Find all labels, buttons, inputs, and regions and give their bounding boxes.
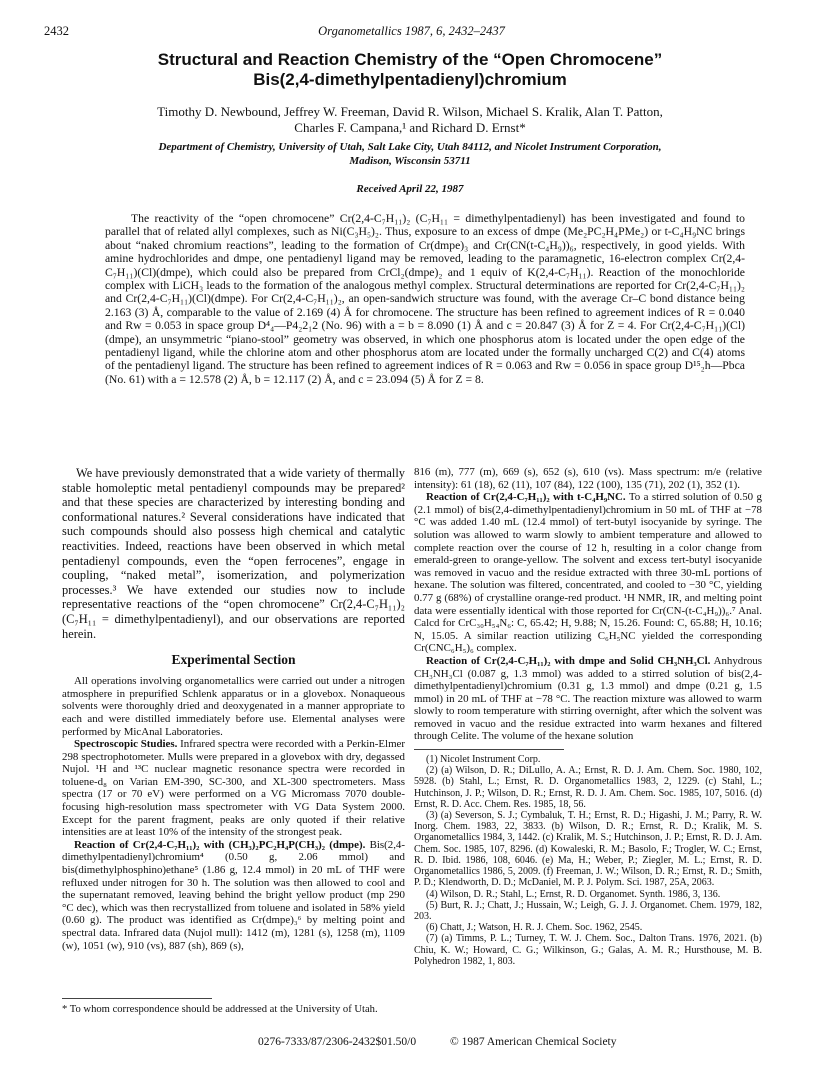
dmpe-reaction-heading: Reaction of Cr(2,4-C₇H₁₁)₂ with (CH₃)₂PC₂H₄P(CH₃)₂ (dmpe). <box>74 838 366 851</box>
footnote-rule <box>62 998 212 999</box>
amine-reaction-heading: Reaction of Cr(2,4-C₇H₁₁)₂ with dmpe and Solid CH₃NH₃Cl. <box>426 654 711 667</box>
affiliation-line-1: Department of Chemistry, University of Utah, Salt Lake City, Utah 84112, and Nicolet Instrument Corporation, <box>158 141 662 153</box>
isocyanide-reaction-heading: Reaction of Cr(2,4-C₇H₁₁)₂ with t-C₄H₉NC. <box>426 491 626 504</box>
title-line-2: Bis(2,4-dimethylpentadienyl)chromium <box>253 70 567 89</box>
references-rule <box>414 749 564 750</box>
isocyanide-reaction-paragraph <box>414 491 762 655</box>
dmpe-reaction-paragraph <box>62 839 405 952</box>
authors-line-2: Charles F. Campana,¹ and Richard D. Ernst* <box>294 120 526 135</box>
reference-item: (5) Burt, R. J.; Chatt, J.; Hussain, W.; Leigh, G. J. J. Organomet. Chem. 1979, 182, 203. <box>414 899 762 922</box>
article-title <box>40 50 780 90</box>
abstract: The reactivity of the “open chromocene” Cr(2,4-C₇H₁₁)₂ (C₇H₁₁ = dimethylpentadienyl) has been investigated and found to parallel that of related allyl complexes, such as Ni(C₃H₅)₂. Thus, exposure to an excess of dmpe (Me₂PC₂H₄PMe₂) or t-C₄H₉NC brings about “naked chromium reactions”, leading to the formation of Cr(dmpe)₃ and Cr(CN(t-C₄H₉))₆, respectively, in good yields. With amine hydrochlorides and dmpe, one pentadienyl ligand may be removed, leading to the paramagnetic, 16-electron complex Cr(2,4-C₇H₁₁)(Cl)(dmpe), which could also be prepared from CrCl₂(dmpe)₂ and 1 equiv of K(2,4-C₇H₁₁). Reaction of the monochloride complex with LiCH₃ leads to the formation of the analogous methyl complex. Structural determinations are reported for Cr(2,4-C₇H₁₁)₂ and Cr(2,4-C₇H₁₁)(Cl)(dmpe). For Cr(2,4-C₇H₁₁)₂, an open-sandwich structure was found, with the average Cr–C bond distance being 2.163 (3) Å, comparable to the value of 2.169 (4) Å for chromocene. The structure has been refined to agreement indices of R = 0.040 and Rw = 0.053 in space group D⁴₄—P4₂2₁2 (No. 96) with a = b = 8.090 (1) Å and c = 20.847 (3) Å for Z = 4. For Cr(2,4-C₇H₁₁)(Cl)(dmpe), an unsymmetric “piano-stool” geometry was observed, in which one phosphorus atom is located under the open edge of the pentadienyl ligand, while the chlorine atom and other phosphorus atom are located under the formally uncharged C(2) and C(4) atoms of the pentadienyl ligand. The structure has been refined to agreement indices of R = 0.063 and Rw = 0.056 in space group D¹⁵₂h—Pbca (No. 61) with a = 12.578 (2) Å, b = 12.117 (2) Å, and c = 23.094 (5) Å for Z = 8. <box>105 212 745 386</box>
page-number: 2432 <box>44 24 69 38</box>
reference-list <box>414 754 762 967</box>
left-column <box>62 466 405 952</box>
amine-reaction-paragraph <box>414 655 762 743</box>
authors-line-1: Timothy D. Newbound, Jeffrey W. Freeman, David R. Wilson, Michael S. Kralik, Alan T. Patton, <box>157 104 663 119</box>
right-column <box>414 466 762 967</box>
section-heading: Experimental Section <box>171 652 296 668</box>
isocyanide-reaction-text: To a stirred solution of 0.50 g (2.1 mmol) of bis(2,4-dimethylpentadienyl)chromium in 50 mL of THF at −78 °C was added 1.40 mL (12.4 mmol) of tert-butyl isocyanide by syringe. The solution was allowed to warm slowly to ambient temperature and allowed to complete reaction over the course of 12 h, resulting in a color change from emerald-green to orange-yellow. The solvent and excess tert-butyl isocyanide was removed in vacuo and the residue extracted with three 30-mL portions of hexane. The solution was filtered, concentrated, and cooled to −30 °C, yielding 0.77 g (68%) of crystalline orange-red product. ¹H NMR, IR, and melting point data were essentially identical with those reported for Cr(CN-(t-C₄H₉))₆.⁷ Anal. Calcd for CrC₃₀H₅₄N₆: C, 65.42; H, 9.88; N, 15.26. Found: C, 65.88; H, 10.16; N, 15.05. A similar reaction utilizing C₆H₅NC yielded the corresponding Cr(CNC₆H₅)₆ complex. <box>414 491 762 655</box>
dmpe-reaction-continued: 816 (m), 777 (m), 669 (s), 652 (s), 610 (vs). Mass spectrum: m/e (relative intensity): 61 (18), 62 (11), 107 (84), 122 (100), 135 (71), 202 (1), 352 (1). <box>414 466 762 491</box>
reference-item: (3) (a) Severson, S. J.; Cymbaluk, T. H.; Ernst, R. D.; Higashi, J. M.; Parry, R. W. Inorg. Chem. 1983, 22, 3833. (b) Wilson, D. R.; Ernst, R. D.; Kralik, M. S. Organometallics 1984, 3, 1442. (c) Kralik, M. S.; Hutchinson, J. P.; Ernst, R. D. J. Am. Chem. Soc. 1985, 107, 8296. (d) Kowaleski, R. M.; Basolo, F.; Trogler, W. C.; Ernst, R. D. Ibid. 1986, 108, 6046. (e) Ma, H.; Weber, P.; Ziegler, M. L.; Ernst, R. D. Organometallics 1986, 5, 2009. (f) Freeman, J. W.; Wilson, D. R.; Ernst, R. D.; Smith, P. D.; Klendworth, D. D.; McDaniel, M. P. J. Polym. Sci. 1987, 25A, 2063. <box>414 810 762 889</box>
article-code: 0276-7333/87/2306-2432$01.50/0 <box>258 1036 417 1048</box>
reference-item: (2) (a) Wilson, D. R.; DiLullo, A. A.; Ernst, R. D. J. Am. Chem. Soc. 1980, 102, 5928. (b) Stahl, L.; Ernst, R. D. Organometallics 1983, 2, 1229. (c) Stahl, L.; Hutchinson, J. P.; Wilson, D. R.; Ernst, R. D. J. Am. Chem. Soc. 1985, 107, 5016. (d) Ernst, R. D. Acc. Chem. Res. 1985, 18, 56. <box>414 765 762 810</box>
spectroscopy-heading: Spectroscopic Studies. <box>74 738 178 751</box>
spectroscopy-text: Infrared spectra were recorded with a Perkin-Elmer 298 spectrophotometer. Mulls were prepared in a glovebox with dry, degassed Nujol. ¹H and ¹³C nuclear magnetic resonance spectra were recorded in toluene-d₈ on Varian EM-390, SC-300, and XL-300 spectrometers. Mass spectra (17 or 70 eV) were performed on a VG Micromass 7070 double-focusing high-resolution mass spectrometer with VG Data System 2000. Except for the parent fragment, peaks are only quoted if their relative intensities are at least 10% of the intensity of the strongest peak. <box>62 738 406 839</box>
affiliation-line-2: Madison, Wisconsin 53711 <box>349 155 471 167</box>
author-list <box>60 104 760 136</box>
spectroscopy-paragraph <box>62 738 405 839</box>
journal-citation: Organometallics 1987, 6, 2432–2437 <box>318 24 505 38</box>
reference-item: (6) Chatt, J.; Watson, H. R. J. Chem. Soc. 1962, 2545. <box>426 922 643 934</box>
running-header <box>44 24 779 40</box>
reference-item: (4) Wilson, D. R.; Stahl, L.; Ernst, R. D. Organomet. Synth. 1986, 3, 136. <box>426 888 721 900</box>
intro-paragraph: We have previously demonstrated that a wide variety of thermally stable homoleptic metal pentadienyl compounds may be prepared² and that these species are characterized by interesting bonding and conformational natures.² Several considerations have indicated that such compounds should also possess high chemical and catalytic reactivities. Indeed, reactions have been observed in which metal pentadienyl compounds, even the “open ferrocenes”, engage in coupling, “naked metal”, isomerization, and polymerization processes.³ We have extended our studies now to include representative reactions of the “open chromocene” Cr(2,4-C₇H₁₁)₂ (C₇H₁₁ = dimethylpentadienyl), and our observations are reported herein. <box>62 466 405 641</box>
amine-reaction-text: Anhydrous CH₃NH₃Cl (0.087 g, 1.3 mmol) was added to a stirred solution of bis(2,4-dimethylpentadienyl)chromium (0.31 g, 1.3 mmol) and dmpe (0.21 g, 1.5 mmol) in 20 mL of THF at −78 °C. The reaction mixture was allowed to warm slowly to room temperature with stirring overnight, after which the solvent was removed in vacuo and the residue extracted into warm hexanes and filtered through Celite. The volume of the hexane solution <box>414 654 762 743</box>
general-procedures: All operations involving organometallics were carried out under a nitrogen atmosphere in prepurified Schlenk apparatus or in a glovebox. Nonaqueous solvents were thoroughly dried and deoxygenated in a manner appropriate to each and were distilled immediately before use. Elemental analyses were performed by MicAnal Laboratories. <box>62 675 405 738</box>
reference-item: (1) Nicolet Instrument Corp. <box>426 754 541 766</box>
correspondence-footnote: * To whom correspondence should be addressed at the University of Utah. <box>62 1004 378 1015</box>
affiliation <box>60 140 760 168</box>
dmpe-reaction-text: Bis(2,4-dimethylpentadienyl)chromium⁴ (0.50 g, 2.06 mmol) and bis(dimethylphosphino)ethane⁵ (1.86 g, 12.4 mmol) in 20 mL of THF were refluxed under nitrogen for 30 h. The solution was then allowed to cool and the supernatant removed, leaving behind the bright yellow product (mp 290 °C dec), which was then recrystallized from toluene and isolated in 58% yield (0.60 g). The product was identified as Cr(dmpe)₃⁶ by melting point and spectral data. Infrared data (Nujol mull): 1412 (m), 1281 (s), 1258 (m), 1109 (w), 1051 (w), 910 (vs), 887 (sh), 869 (s), <box>62 838 405 952</box>
received-date: Received April 22, 1987 <box>356 183 464 195</box>
title-line-1: Structural and Reaction Chemistry of the “Open Chromocene” <box>157 50 663 69</box>
reference-item: (7) (a) Timms, P. L.; Turney, T. W. J. Chem. Soc., Dalton Trans. 1976, 2021. (b) Chiu, K. W.; Howard, C. G.; Wilkinson, G.; Galas, A. M. R.; Hursthouse, M. B. Polyhedron 1982, 1, 803. <box>414 933 762 967</box>
copyright: © 1987 American Chemical Society <box>450 1036 617 1048</box>
